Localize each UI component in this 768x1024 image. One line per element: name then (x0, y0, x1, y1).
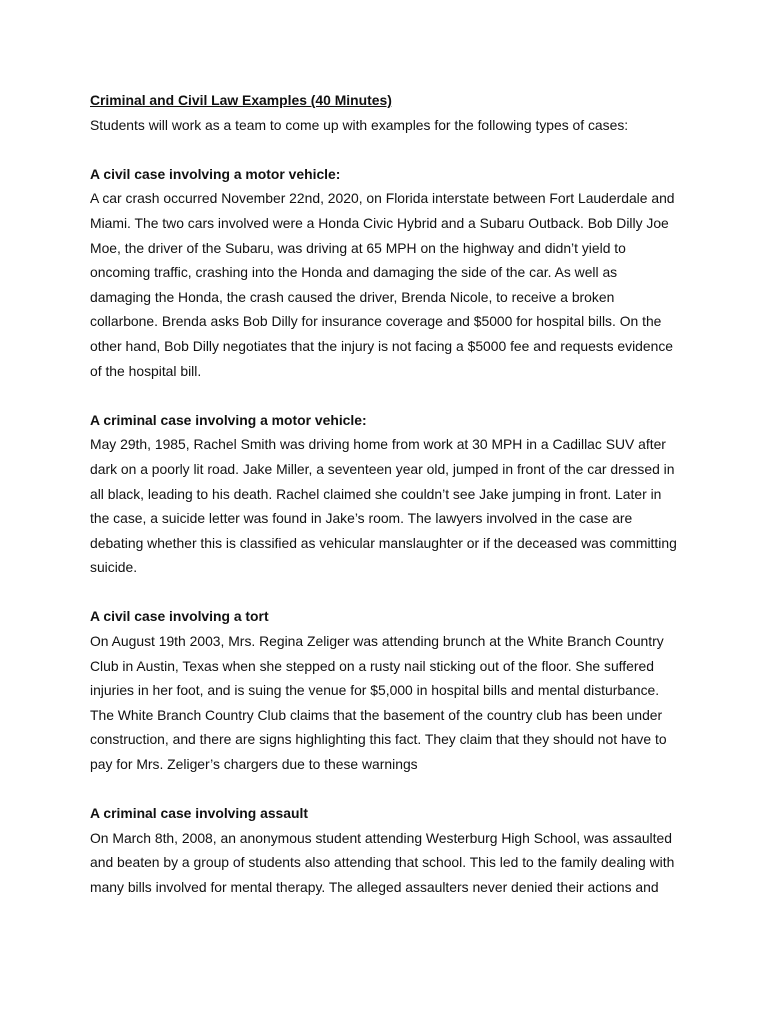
section-civil-motor-vehicle (90, 162, 680, 383)
section-criminal-assault (90, 801, 680, 899)
document-page (90, 88, 680, 900)
section-body: On March 8th, 2008, an anonymous student attending Westerburg High School, was assaulted and beaten by a group of students also attending that school. This led to the family dealing with many bills involved for mental therapy. The alleged assaulters never denied their actions and (90, 829, 675, 895)
section-heading: A criminal case involving a motor vehicle: (90, 411, 367, 428)
section-civil-tort (90, 604, 680, 776)
section-body: A car crash occurred November 22nd, 2020, on Florida interstate between Fort Lauderdale and Miami. The two cars involved were a Honda Civic Hybrid and a Subaru Outback. Bob Dilly Joe Moe, the driver of the Subaru, was driving at 65 MPH on the highway and didn’t yield to oncoming traffic, crashing into the Honda and damaging the side of the car. As well as damaging the Honda, the crash caused the driver, Brenda Nicole, to receive a broken collarbone. Brenda asks Bob Dilly for insurance coverage and $5000 for hospital bills. On the other hand, Bob Dilly negotiates that the injury is not facing a $5000 fee and requests evidence of the hospital bill. (90, 190, 675, 379)
document-title: Criminal and Civil Law Examples (40 Minutes) (90, 92, 392, 108)
section-heading: A criminal case involving assault (90, 805, 308, 822)
section-heading: A civil case involving a motor vehicle: (90, 165, 341, 182)
document-intro: Students will work as a team to come up with examples for the following types of cases: (90, 116, 629, 133)
section-criminal-motor-vehicle (90, 408, 680, 580)
section-body: On August 19th 2003, Mrs. Regina Zeliger was attending brunch at the White Branch Country Club in Austin, Texas when she stepped on a rusty nail sticking out of the floor. She suffered injuries in her foot, and is suing the venue for $5,000 in hospital bills and mental disturbance. The White Branch Country Club claims that the basement of the country club has been under construction, and there are signs highlighting this fact. They claim that they should not have to pay for Mrs. Zeliger’s chargers due to these warnings (90, 633, 667, 773)
section-body: May 29th, 1985, Rachel Smith was driving home from work at 30 MPH in a Cadillac SUV after dark on a poorly lit road. Jake Miller, a seventeen year old, jumped in front of the car dressed in all black, leading to his death. Rachel claimed she couldn’t see Jake jumping in front. Later in the case, a suicide letter was found in Jake’s room. The lawyers involved in the case are debating whether this is classified as vehicular manslaughter or if the deceased was committing suicide. (90, 436, 677, 576)
section-heading: A civil case involving a tort (90, 608, 269, 625)
